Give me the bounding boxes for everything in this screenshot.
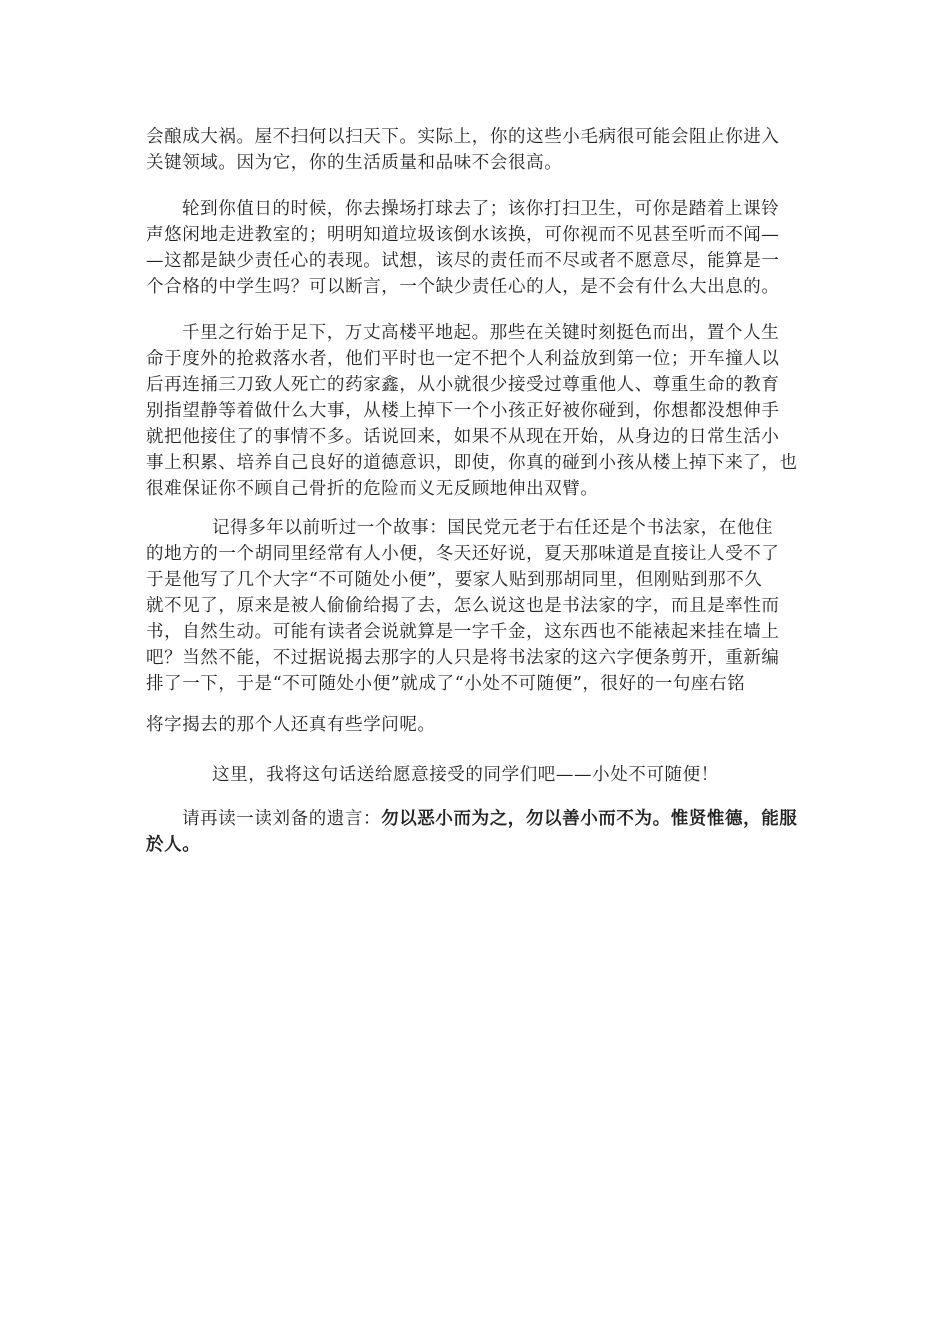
text-line: 的地方的一个胡同里经常有人小便，冬天还好说，夏天那味道是直接让人受不了 <box>146 544 780 564</box>
text-line: 于是他写了几个大字“不可随处小便”，要家人贴到那胡同里，但刚贴到那不久 <box>146 570 763 590</box>
paragraph-5 <box>146 712 808 738</box>
paragraph-4 <box>146 515 808 697</box>
paragraph-3 <box>146 320 808 502</box>
quote-lead: 请再读一读刘备的遗言： <box>182 809 382 829</box>
text-line: 后再连捅三刀致人死亡的药家鑫，从小就很少接受过尊重他人、尊重生命的教育 <box>146 375 780 395</box>
text-line: 记得多年以前听过一个故事：国民党元老于右任还是个书法家，在他住 <box>212 518 774 538</box>
text-line: 会酿成大祸。屋不扫何以扫天下。实际上，你的这些小毛病很可能会阻止你进入 <box>146 127 780 147</box>
text-line: 书，自然生动。可能有读者会说就算是一字千金，这东西也不能裱起来挂在墙上 <box>146 622 780 642</box>
text-line: —这都是缺少责任心的表现。试想，该尽的责任而不尽或者不愿意尽，能算是一 <box>146 251 780 271</box>
text-line: 就把他接住了的事情不多。话说回来，如果不从现在开始，从身边的日常生活小 <box>146 427 780 447</box>
text-line: 轮到你值日的时候，你去操场打球去了；该你打扫卫生，可你是踏着上课铃 <box>182 199 780 219</box>
text-line: 关键领域。因为它，你的生活质量和品味不会很高。 <box>146 153 563 173</box>
paragraph-7 <box>146 806 808 858</box>
paragraph-1 <box>146 124 808 176</box>
bold-quote: 勿以恶小而为之，勿以善小而不为。惟贤惟德，能服 <box>381 809 798 829</box>
text-line: 排了一下，于是“不可随处小便”就成了“小处不可随便”，很好的一句座右铭 <box>146 674 746 694</box>
text-line: 就不见了，原来是被人偷偷给揭了去，怎么说这也是书法家的字，而且是率性而 <box>146 596 780 616</box>
text-line: 事上积累、培养自己良好的道德意识，即使，你真的碰到小孩从楼上掉下来了，也 <box>146 453 798 473</box>
text-line: 声悠闲地走进教室的；明明知道垃圾该倒水该换，可你视而不见甚至听而不闻— <box>146 225 780 245</box>
text-line: 很难保证你不顾自己骨折的危险而义无反顾地伸出双臂。 <box>146 479 599 499</box>
text-line: 千里之行始于足下，万丈高楼平地起。那些在关键时刻挺色而出，置个人生 <box>182 323 780 343</box>
text-line: 别指望静等着做什么大事，从楼上掉下一个小孩正好被你碰到，你想都没想伸手 <box>146 401 780 421</box>
text-line: 将字揭去的那个人还真有些学问呢。 <box>146 715 436 735</box>
text-line: 吧？当然不能，不过据说揭去那字的人只是将书法家的这六字便条剪开，重新编 <box>146 648 780 668</box>
text-line <box>146 806 808 832</box>
paragraph-6 <box>146 762 808 788</box>
text-line: 命于度外的抢救落水者，他们平时也一定不把个人利益放到第一位；开车撞人以 <box>146 349 780 369</box>
text-line: 这里，我将这句话送给愿意接受的同学们吧——小处不可随便！ <box>212 765 719 785</box>
paragraph-2 <box>146 196 808 300</box>
bold-quote: 於人。 <box>146 835 201 855</box>
text-line: 个合格的中学生吗？可以断言，一个缺少责任心的人，是不会有什么大出息的。 <box>146 277 780 297</box>
